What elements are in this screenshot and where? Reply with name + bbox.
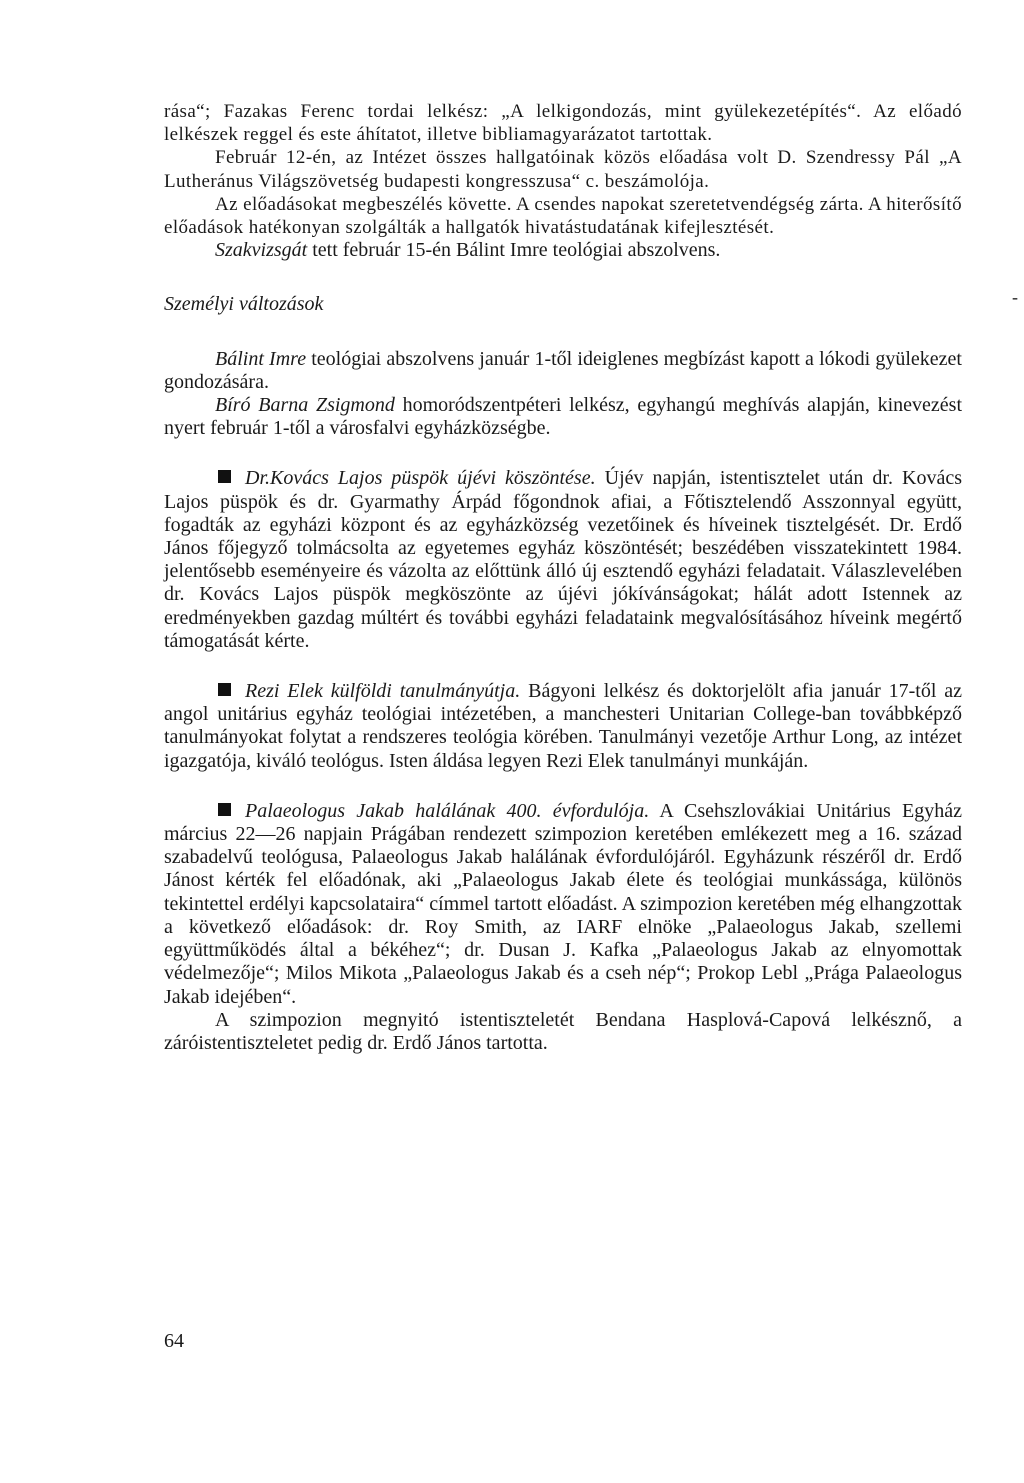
news-title-2: Rezi Elek külföldi tanulmányútja. <box>245 680 521 703</box>
personal-text-1: teológiai abszolvens január 1-től ideiglenes megbízást kapott a lókodi gyülekezet gondozására. <box>164 347 962 393</box>
intro-paragraph-2: Február 12-én, az Intézet összes hallgatóinak közös előadása volt D. Szendressy Pál „A Lutheránus Világszövetség budapesti kongresszusa“ c. beszámolója. <box>164 147 962 192</box>
news-title-1: Dr.Kovács Lajos püspök újévi köszöntése. <box>245 467 596 490</box>
intro-paragraph-4 <box>164 239 962 262</box>
square-bullet-icon <box>218 683 231 696</box>
news-body-2: Bágyoni lelkész és doktorjelölt afia január 17-től az angol unitárius egyház teológiai intézetében, a manchesteri Unitarian College-ban továbbképző tanulmányokat folytat a rendszeres teológia körében. Tanulmányi vezetője Arthur Long, az intézet igazgatója, kiváló teológus. Isten áldása legyen Rezi Elek tanulmányi munkáján. <box>164 680 962 772</box>
intro-paragraph-3: Az előadásokat megbeszélés követte. A csendes napokat szeretetvendégség zárta. A hiterősítő előadások hatékonyan szolgálták a hallgatók hivatástudatának kifejlesztését. <box>164 193 962 239</box>
news-item-1 <box>164 467 962 653</box>
news-body-1: Újév napján, istentisztelet után dr. Kovács Lajos püspök és dr. Gyarmathy Árpád főgondnok afiai, a Főtisztelendő Asszonnyal együtt, fogadták az egyházi központ és az egyházközség vezetőinek és híveinek tisztelgését. Dr. Erdő János főjegyző tolmácsolta az egyetemes egyház köszöntését; beszédében visszatekintett 1984. jelentősebb eseményeire és vázolta az előttünk álló új esztendő egyházi feladatait. Válaszlevelében dr. Kovács Lajos püspök megköszönte az újévi jókívánságokat; hálát adott Istennek az eredményekben gazdag múltért és további egyházi feladataink megvalósításához híveink megértő támogatását kérte. <box>164 467 962 652</box>
page-number: 64 <box>164 1330 184 1352</box>
news-item-2 <box>164 680 962 773</box>
personal-paragraph-2 <box>164 394 962 440</box>
personal-text-2: homoródszentpéteri lelkész, egyhangú meghívás alapján, kinevezést nyert február 1-től a városfalvi egyházközségbe. <box>164 394 962 440</box>
news-title-3: Palaeologus Jakab halálának 400. évfordulója. <box>245 799 650 822</box>
square-bullet-icon <box>218 470 231 483</box>
person-name-2: Bíró Barna Zsigmond <box>215 394 395 417</box>
section-heading-personal: Személyi változások <box>164 293 324 316</box>
margin-mark: - <box>1012 287 1018 307</box>
intro-section <box>164 100 962 239</box>
exam-label: Szakvizsgát <box>215 239 308 262</box>
personal-paragraph-1 <box>164 348 962 394</box>
page-body <box>164 100 962 1055</box>
square-bullet-icon <box>218 803 231 816</box>
person-name-1: Bálint Imre <box>215 347 307 370</box>
intro-paragraph-1: rása“; Fazakas Ferenc tordai lelkész: „A lelkigondozás, mint gyülekezetépítés“. Az előadó lelkészek reggel és este áhítatot, illetve bibliamagyarázatot tartottak. <box>164 101 962 146</box>
exam-text: tett február 15-én Bálint Imre teológiai abszolvens. <box>307 239 721 262</box>
news-item-3 <box>164 800 962 1009</box>
news-item-3-extra: A szimpozion megnyitó istentiszteletét Bendana Hasplová-Capová lelkésznő, a záróistentiszteletet pedig dr. Erdő János tartotta. <box>164 1008 962 1054</box>
news-body-3: A Csehszlovákiai Unitárius Egyház március 22—26 napjain Prágában rendezett szimpozion keretében emlékezett meg a 16. század szabadelvű teológusa, Palaeologus Jakab halálának évfordulójáról. Egyházunk részéről dr. Erdő Jánost kérték fel előadónak, aki „Palaeologus Jakab élete és teológiai munkássága, különös tekintettel erdélyi kapcsolataira“ címmel tartott előadást. A szimpozion keretében még elhangzottak a következő előadások: dr. Roy Smith, az IARF elnöke „Palaeologus Jakab, szellemi együttműködés által a békéhez“; dr. Dusan J. Kafka „Palaeologus Jakab az elnyomottak védelmezője“; Milos Mikota „Palaeologus Jakab és a cseh nép“; Prokop Lebl „Prága Palaeologus Jakab idejében“. <box>164 799 962 1008</box>
